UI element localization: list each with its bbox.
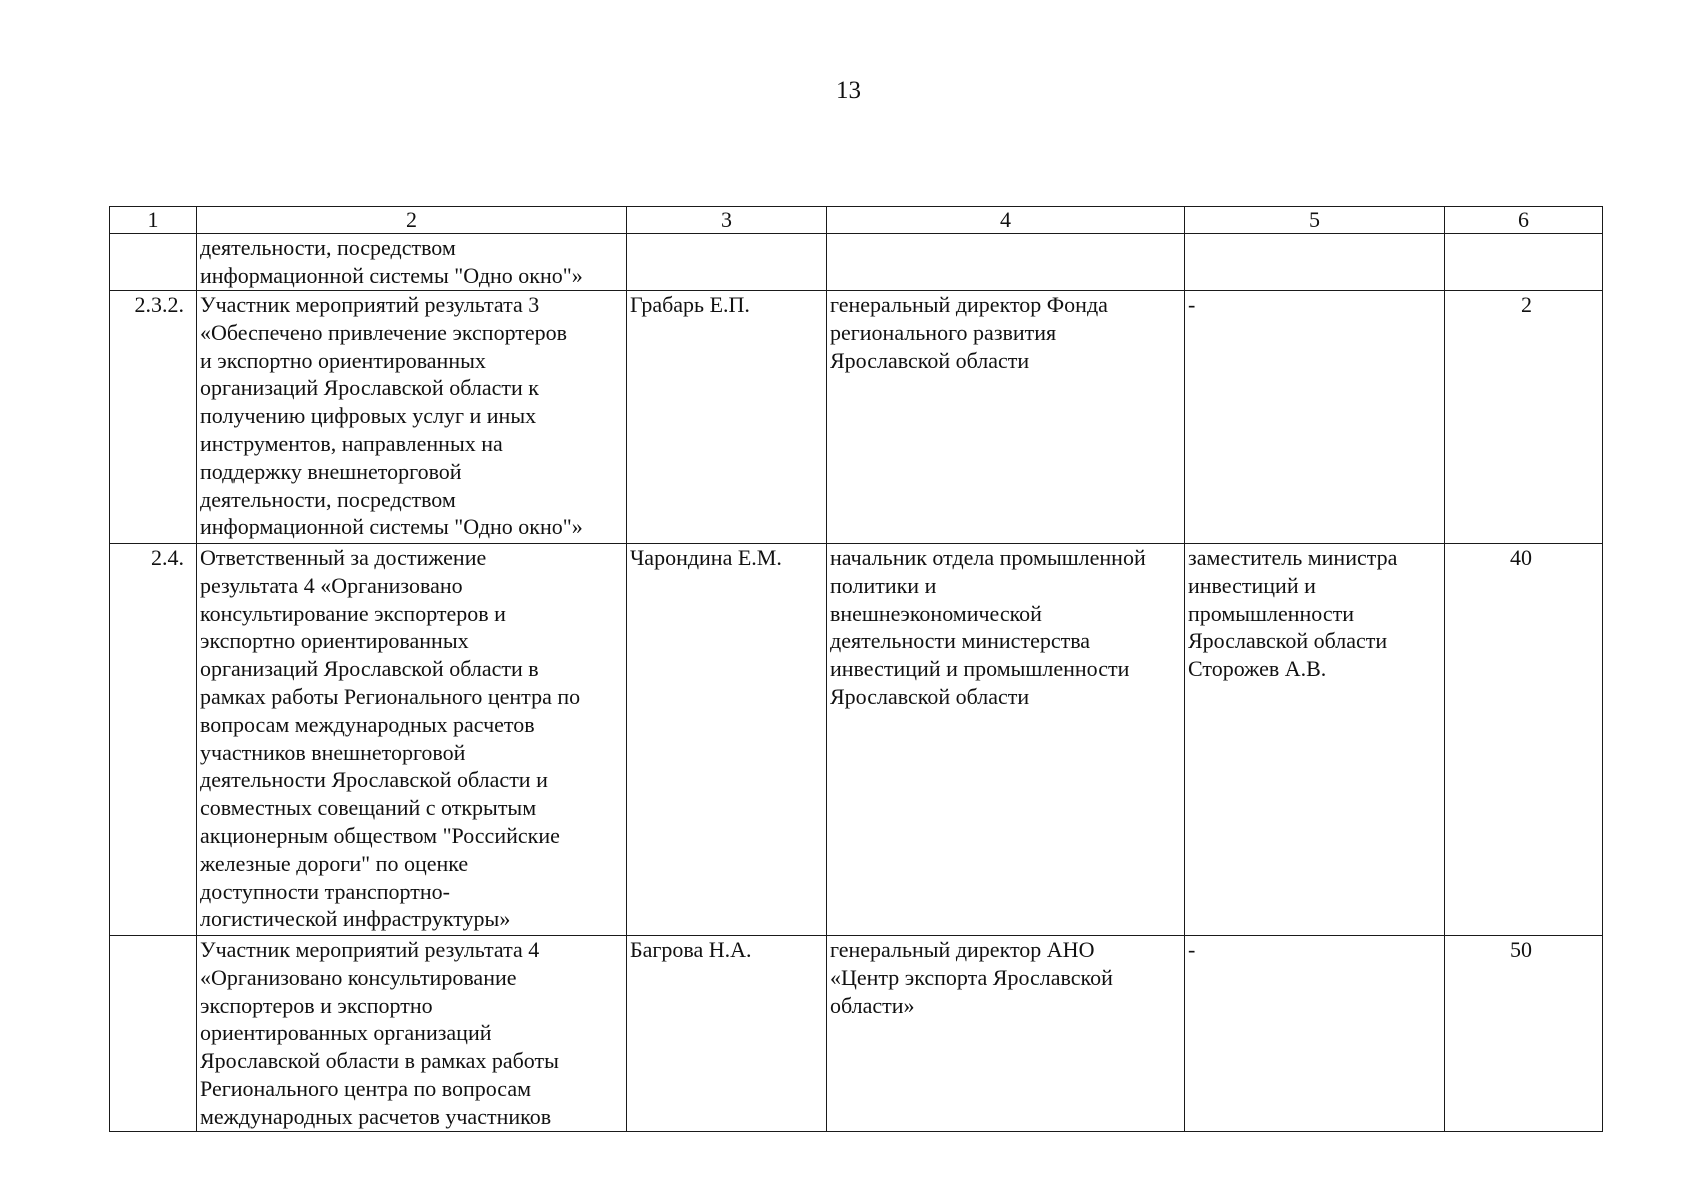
description-cell: Участник мероприятий результата 4 «Организовано консультирование экспортеров и экспортно ориентированных организаций Ярославской области в рамках работы Регионального центра по вопросам международных расчетов участников (197, 936, 627, 1132)
row-number-cell: 2.4. (110, 544, 197, 936)
position-cell: начальник отдела промышленной политики и внешнеэкономической деятельности министерства инвестиций и промышленности Ярославской области (827, 544, 1185, 936)
header-cell: 2 (197, 207, 627, 234)
table-row (110, 234, 1603, 291)
header-cell: 3 (627, 207, 827, 234)
description-cell: Ответственный за достижение результата 4 «Организовано консультирование экспортеров и экспортно ориентированных организаций Ярославской области в рамках работы Регионального центра по вопросам международных расчетов участников внешнеторговой деятельности Ярославской области и совместных совещаний с открытым акционерным обществом "Российские железные дороги" по оценке доступности транспортно- логистической инфраструктуры» (197, 544, 627, 936)
responsible-person-cell: Чарондина Е.М. (627, 544, 827, 936)
supervisor-cell: - (1185, 291, 1445, 544)
header-cell: 6 (1445, 207, 1603, 234)
page-number: 13 (836, 77, 861, 104)
header-cell: 4 (827, 207, 1185, 234)
header-cell: 5 (1185, 207, 1445, 234)
responsible-person-cell: Багрова Н.А. (627, 936, 827, 1132)
value-cell: 50 (1445, 936, 1603, 1132)
row-number-cell (110, 234, 197, 291)
value-cell: 40 (1445, 544, 1603, 936)
position-cell: генеральный директор АНО «Центр экспорта Ярославской области» (827, 936, 1185, 1132)
value-cell: 2 (1445, 291, 1603, 544)
header-cell: 1 (110, 207, 197, 234)
table-header-row (110, 207, 1603, 234)
table-row (110, 936, 1603, 1132)
position-cell (827, 234, 1185, 291)
table-row (110, 544, 1603, 936)
row-number-cell: 2.3.2. (110, 291, 197, 544)
responsible-person-cell (627, 234, 827, 291)
description-cell: Участник мероприятий результата 3 «Обеспечено привлечение экспортеров и экспортно ориентированных организаций Ярославской области к получению цифровых услуг и иных инструментов, направленных на поддержку внешнеторговой деятельности, посредством информационной системы "Одно окно"» (197, 291, 627, 544)
value-cell (1445, 234, 1603, 291)
supervisor-cell: - (1185, 936, 1445, 1132)
responsibility-table (109, 206, 1603, 1132)
table-row (110, 291, 1603, 544)
supervisor-cell: заместитель министра инвестиций и промышленности Ярославской области Сторожев А.В. (1185, 544, 1445, 936)
description-cell: деятельности, посредством информационной системы "Одно окно"» (197, 234, 627, 291)
row-number-cell (110, 936, 197, 1132)
supervisor-cell (1185, 234, 1445, 291)
responsible-person-cell: Грабарь Е.П. (627, 291, 827, 544)
position-cell: генеральный директор Фонда регионального развития Ярославской области (827, 291, 1185, 544)
